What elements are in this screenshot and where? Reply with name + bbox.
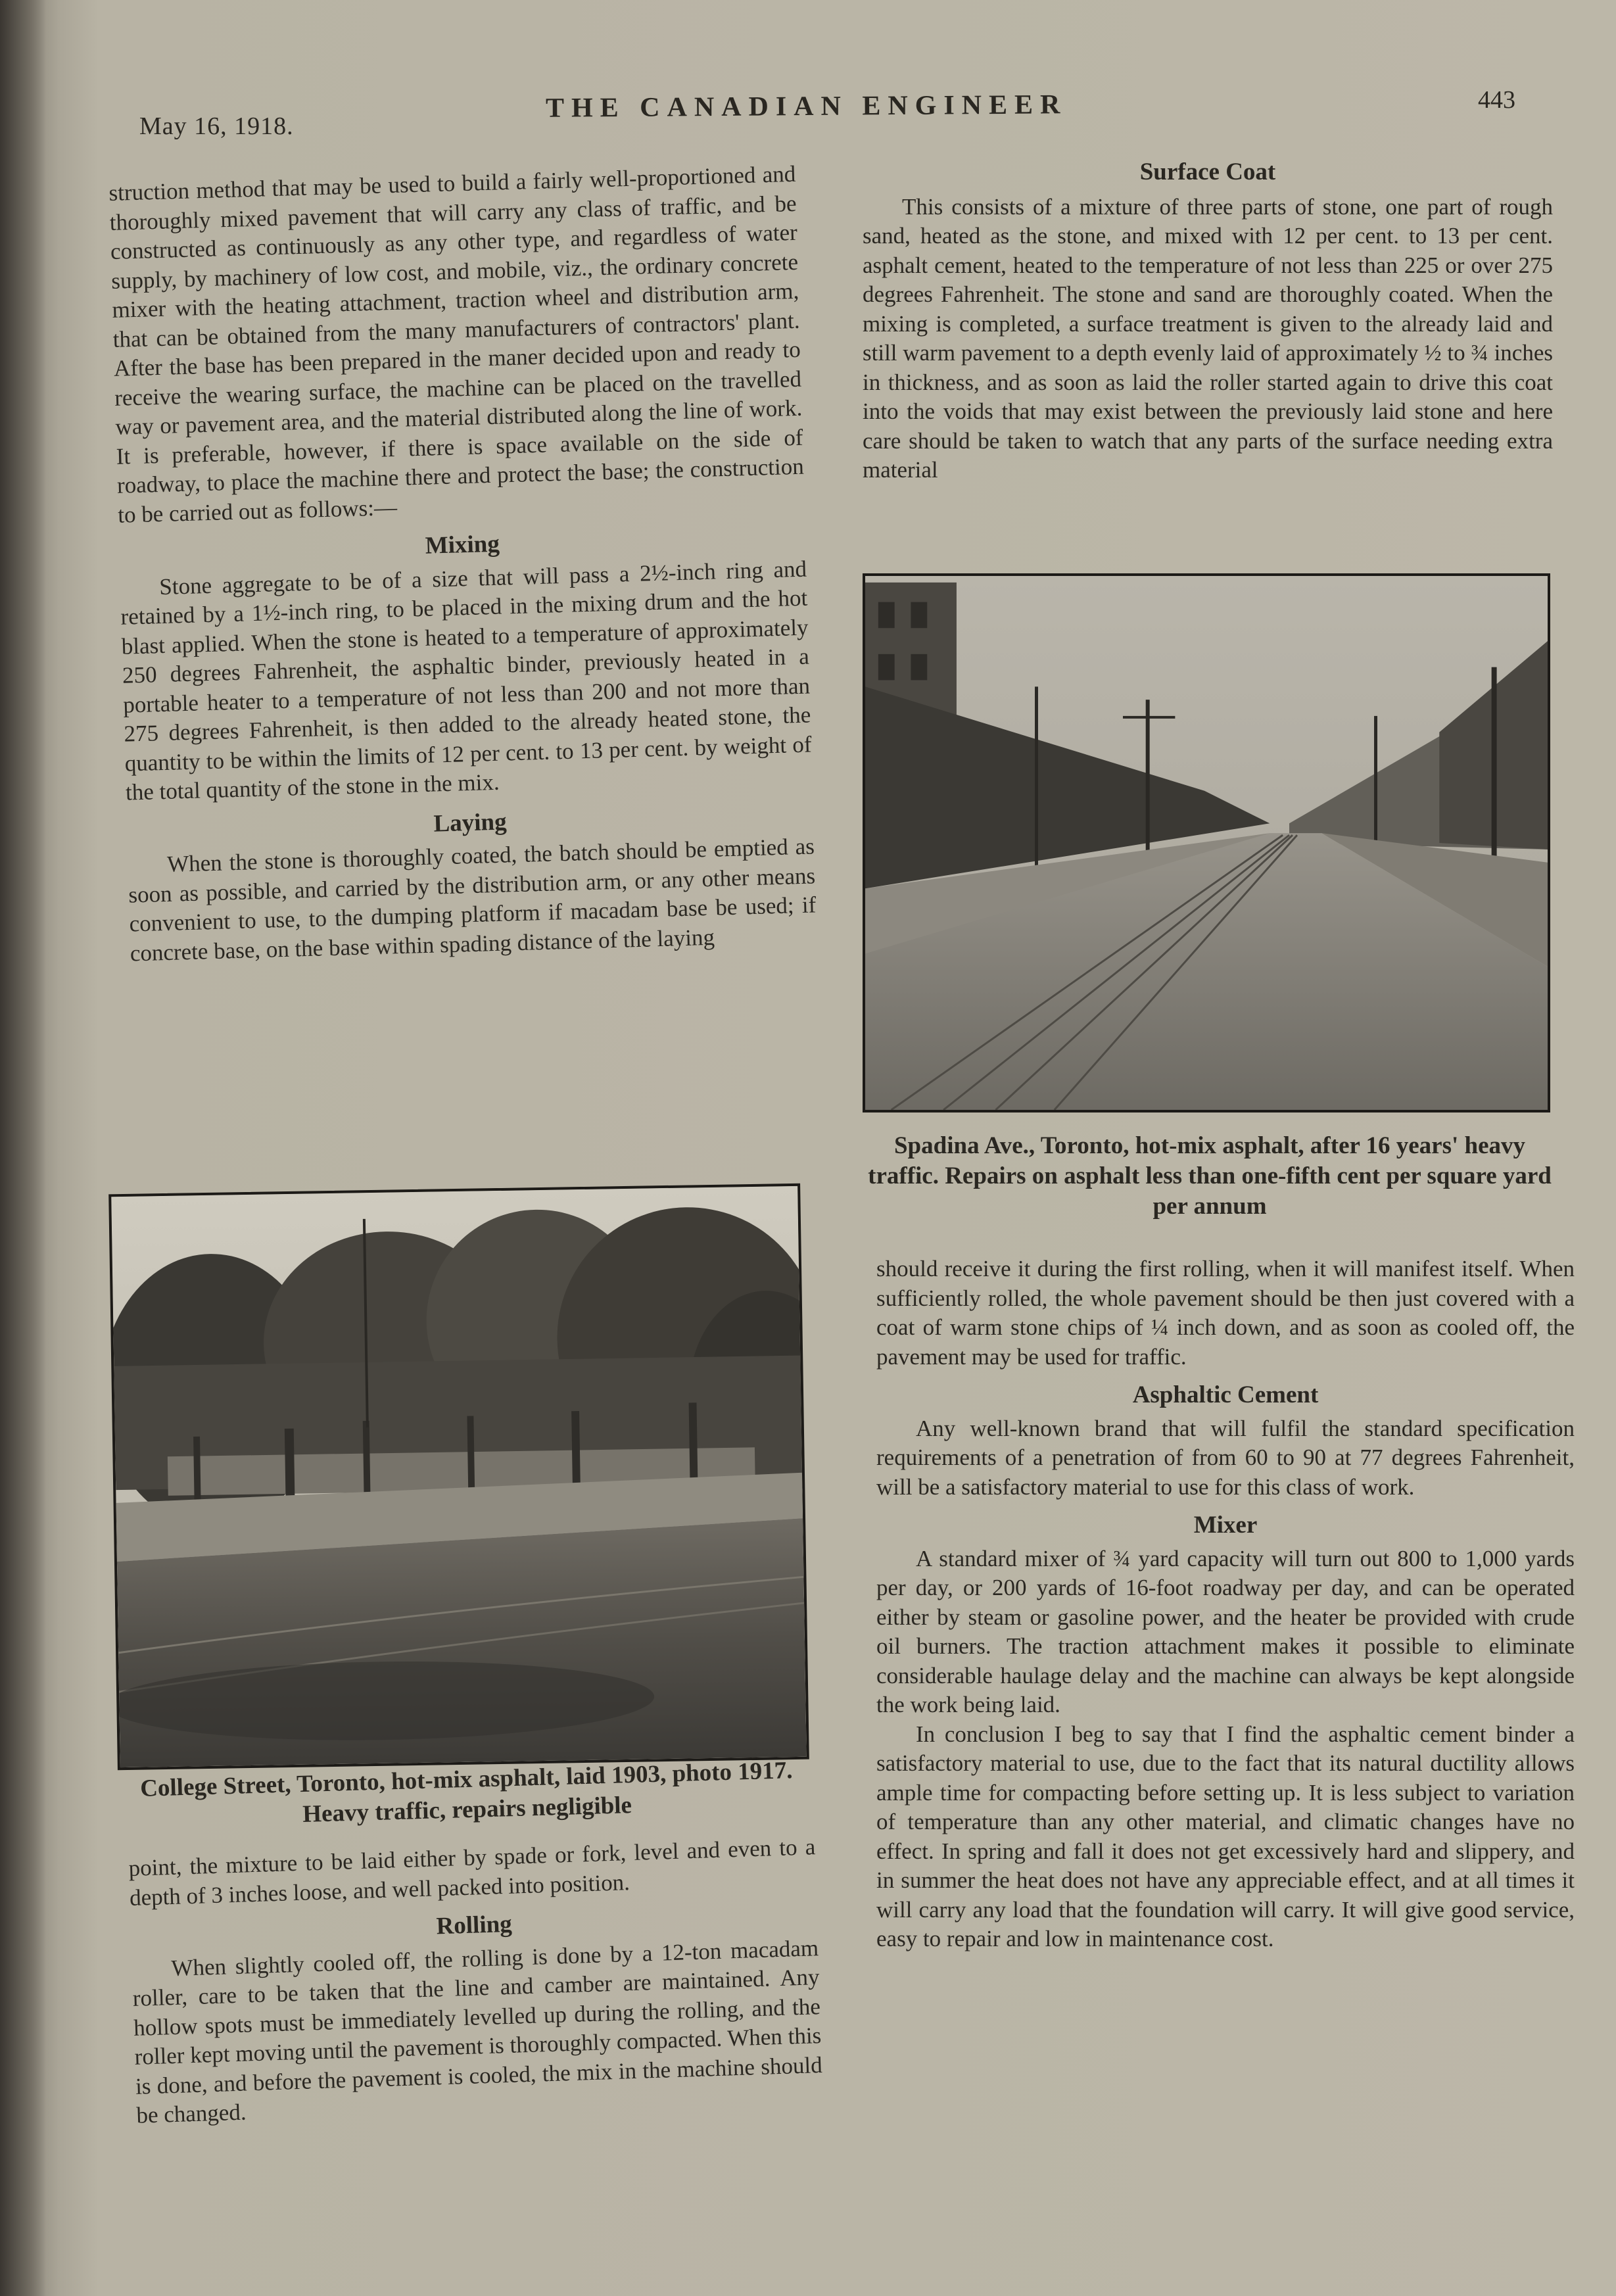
spadina-ave-image xyxy=(865,576,1548,1110)
college-street-image xyxy=(111,1186,807,1767)
laying-paragraph: When the stone is thoroughly coated, the batch should be emptied as soon as possible, and carried by the distribution arm, or any other means convenient to use, to the dumping platform if macadam base be used; if concrete base, on the base within spading distance of the laying xyxy=(128,833,817,967)
laying-heading: Laying xyxy=(433,807,508,838)
continuation-paragraph: struction method that may be used to build a fairly well-proportioned and thoroughly mixed pavement that will carry any class of traffic, and be constructed as continuously as any other type, and regardless of water supply, by machinery of low cost, and mobile, viz., the ordinary concrete mixer with the heating attachment, traction wheel and distribution arm, that can be obtained from the many manufacturers of contractors' plant. After the base has been prepared in the maner decided upon and ready to receive the wearing surface, the machine can be placed on the travelled way or pavement area, and the material distributed along the line of work. It is preferable, however, if there is space available on the side of roadway, to place the machine there and protect the base; the construction to be carried out as follows:— xyxy=(108,160,805,528)
college-street-caption: College Street, Toronto, hot-mix asphalt, laid 1903, photo 1917. Heavy traffic, repairs negligible xyxy=(139,1757,794,1828)
surface-coat-continued-paragraph: should receive it during the first rolling, when it will manifest itself. When sufficiently rolled, the whole pavement should be then just covered with a coat of warm stone chips of ¼ inch down, and as soon as cooled off, the pavement may be used for traffic. xyxy=(876,1256,1575,1370)
spadina-ave-photo xyxy=(863,573,1550,1112)
surface-coat-paragraph: This consists of a mixture of three parts of stone, one part of rough sand, heated as the stone, and mixed with 12 per cent. to 13 per cent. asphalt cement, heated to the temperature of not less than 225 or over 275 degrees Fahrenheit. The stone and sand are thoroughly coated. When the mixing is completed, a surface treatment is given to the already laid and still warm pavement to a depth evenly laid of approximately ½ to ¾ inches in thickness, and as soon as laid the roller started again to drive this coat into the voids that may exist between the previously laid stone and here care should be taken to watch that any parts of the surface needing extra material xyxy=(863,193,1553,483)
laying-continued-paragraph: point, the mixture to be laid either by spade or fork, level and even to a depth of 3 inches loose, and well packed into position. xyxy=(128,1834,816,1911)
magazine-title: THE CANADIAN ENGINEER xyxy=(545,89,1068,124)
spadina-ave-caption: Spadina Ave., Toronto, hot-mix asphalt, after 16 years' heavy traffic. Repairs on asphalt less than one-fifth cent per square yard per annum xyxy=(868,1132,1552,1220)
mixing-heading: Mixing xyxy=(425,530,500,560)
issue-date: May 16, 1918. xyxy=(139,112,294,140)
mixer-heading: Mixer xyxy=(1193,1512,1258,1539)
binding-gutter xyxy=(0,0,46,2296)
rolling-heading: Rolling xyxy=(435,1910,513,1940)
mixing-paragraph: Stone aggregate to be of a size that will pass a 2½-inch ring and retained by a 1½-inch ring, to be placed in the mixing drum and the hot blast applied. When the stone is heated to a temperature of approximately 250 degrees Fahrenheit, the asphaltic binder, previously heated in a portable heater to a temperature of not less than 200 and not more than 275 degrees Fahrenheit, is then added to the already heated stone, the quantity to be within the limits of 12 per cent. to 13 per cent. by weight of the total quantity of the stone in the mix. xyxy=(120,556,812,805)
asphaltic-cement-paragraph: Any well-known brand that will fulfil the standard specification requirements of a penetration of from 60 to 90 at 77 degrees Fahrenheit, will be a satisfactory material to use for this class of work. xyxy=(876,1415,1575,1500)
right-column-bottom xyxy=(876,1255,1575,1954)
right-column-top xyxy=(863,158,1553,485)
asphaltic-cement-heading: Asphaltic Cement xyxy=(1132,1381,1319,1408)
page-number: 443 xyxy=(1478,86,1515,114)
rolling-paragraph: When slightly cooled off, the rolling is done by a 12-ton macadam roller, care to be taken that the line and camber are maintained. Any hollow spots must be immediately levelled up during the rolling, and the roller kept moving until the pavement is thoroughly compacted. When this is done, and before the pavement is cooled, the mix in the machine should be changed. xyxy=(132,1934,823,2128)
surface-coat-heading: Surface Coat xyxy=(1139,158,1276,185)
left-column-bottom xyxy=(128,1832,824,2130)
college-street-photo xyxy=(108,1184,809,1770)
mixer-paragraph: A standard mixer of ¾ yard capacity will turn out 800 to 1,000 yards per day, or 200 yards of 16-foot roadway per day, and can be operated either by steam or gasoline power, and the heater be provided with crude oil burners. The traction attachment makes it possible to eliminate considerable haulage delay and the machine can always be kept alongside the work being laid. xyxy=(876,1545,1575,1717)
conclusion-paragraph: In conclusion I beg to say that I find the asphaltic cement binder a satisfactory material to use, due to the fact that its natural ductility allows ample time for compacting before setting up. It is less subject to variation of temperature than any other material, and climatic changes have no effect. In spring and fall it does not get excessively hard and slippery, and in summer the heat does not have any appreciable effect, and at all times it will carry any load that the foundation will carry. It will give good service, easy to repair and low in maintenance cost. xyxy=(876,1721,1575,1951)
left-column-top xyxy=(108,160,817,969)
